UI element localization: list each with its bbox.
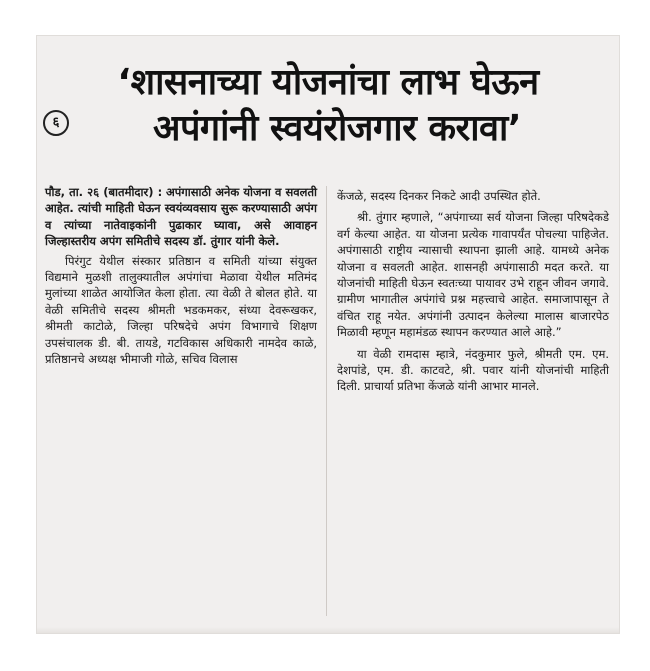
headline-line-2: अपंगांनी स्वयंरोजगार करावा’ [152, 108, 522, 149]
newspaper-clipping [37, 36, 619, 633]
quote-paragraph: श्री. तुंगार म्हणाले, “अपंगाच्या सर्व योजना जिल्हा परिषदेकडे वर्ग केल्या आहेत. या योजना प्रत्येक गावापर्यंत पोचल्या पाहिजेत. अपंगासाठी राष्ट्रीय न्यासाची स्थापना झाली आहे. यामध्ये अनेक योजना व सवलती आहेत. शासनही अपंगासाठी मदत करते. या योजनांची माहिती घेऊन स्वतःच्या पायावर उभे राहून जीवन जगावे. ग्रामीण भागातील अपंगांचे प्रश्न महत्त्वाचे आहेत. समाजापासून ते वंचित राहू नयेत. अपंगांनी उत्पादन केलेल्या मालास बाजारपेठ मिळावी म्हणून महामंडळ स्थापन करण्यात आले आहे.” [337, 210, 609, 340]
dateline: पौड, ता. २६ (बातमीदार) : [45, 185, 163, 199]
lead-paragraph [45, 184, 317, 250]
body-paragraph: पिरंगुट येथील संस्कार प्रतिष्ठान व समिती यांच्या संयुक्त विद्यमाने मुळशी तालुक्यातील अपंगांचा मेळावा येथील मतिमंद मुलांच्या शाळेत आयोजित केला होता. त्या वेळी ते बोलत होते. या वेळी समितीचे सदस्य श्रीमती भडकमकर, संध्या देवरूखकर, श्रीमती काटोळे, जिल्हा परिषदेचे अपंग विभागाचे शिक्षण उपसंचालक डी. बी. तायडे, गटविकास अधिकारी नामदेव काळे, प्रतिष्ठानचे अध्यक्ष भीमाजी गोळे, सचिव विलास [45, 253, 317, 367]
column-divider [326, 186, 327, 616]
article-column-right [337, 188, 609, 395]
closing-paragraph: या वेळी रामदास म्हात्रे, नंदकुमार फुले, श्रीमती एम. एम. देशपांडे, एम. डी. काटवटे, श्री. पवार यांनी योजनांची माहिती दिली. प्राचार्या प्रतिभा केंजळे यांनी आभार मानले. [337, 346, 609, 394]
headline-line-1: ‘शासनाच्या योजनांचा लाभ घेऊन [117, 62, 539, 103]
body-paragraph: केंजळे, सदस्य दिनकर निकटे आदी उपस्थित होते. [337, 189, 541, 203]
lead-text: अपंगासाठी अनेक योजना व सवलती आहेत. त्यांची माहिती घेऊन स्वयंव्यवसाय सुरू करण्यासाठी अपंग व त्यांच्या नातेवाइकांनी पुढाकार घ्यावा, असे आवाहन जिल्हास्तरीय अपंग समितीचे सदस्य डॉ. तुंगार यांनी केले. [45, 185, 318, 249]
headline [41, 60, 615, 152]
circled-number-mark: ६ [43, 110, 69, 136]
article-column-left [45, 184, 317, 367]
